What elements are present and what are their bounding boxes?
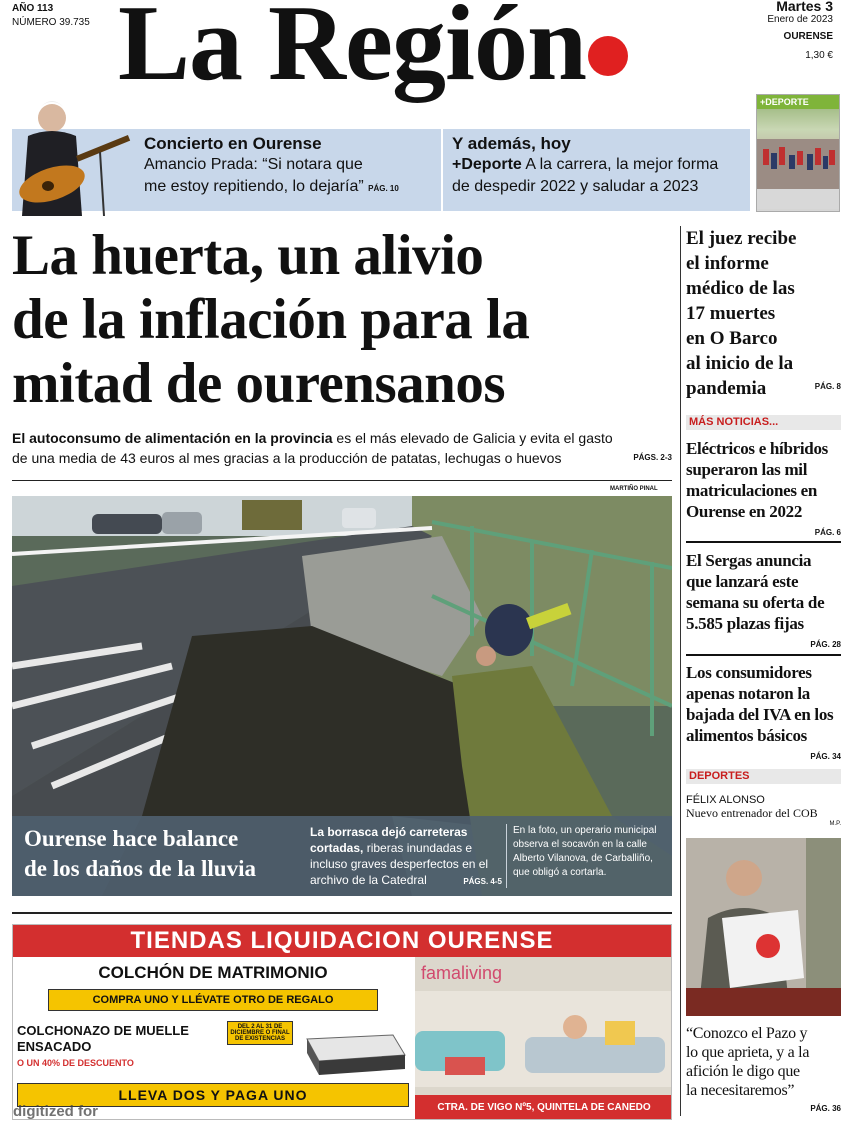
newspaper-logo[interactable]: La Región [118,0,587,103]
photo-story-title-2: de los daños de la lluvia [24,856,256,881]
n2-line-4: 5.585 plazas fijas [686,614,804,633]
photo-story-middle-rest: riberas inundadas e incluso graves desperfectos en el archivo de la Catedral [310,841,489,887]
quote-line-2: lo que aprieta, y a la [686,1044,810,1061]
n1-page: PÁG. 6 [814,528,841,537]
masthead-meta-right [767,0,833,62]
news-item-1[interactable] [686,438,841,537]
n3-line-1: Los consumidores [686,663,812,682]
photo-story-page: PÁGS. 4-5 [463,877,502,886]
n2-line-3: semana su oferta de [686,593,825,612]
quote-line-4: la necesitaremos” [686,1082,795,1099]
singer-guitar-image[interactable] [0,92,140,216]
coach-photo[interactable] [686,838,841,1016]
sport-role: Nuevo entrenador del COB [686,806,818,820]
section-more-news: MÁS NOTICIAS... [686,415,841,430]
deporte-supplement-thumbnail[interactable] [756,94,840,212]
ad-banner: TIENDAS LIQUIDACION OURENSE [13,925,671,957]
promo-divider [441,129,443,211]
news-rule-1 [686,541,841,543]
photo-credit: MARTIÑO PINAL [610,486,658,492]
mattress-advertisement[interactable] [12,924,672,1120]
photo-caption-bar [12,816,672,896]
n2-page: PÁG. 28 [810,640,841,649]
lead-line-4: 17 muertes [686,303,776,324]
n2-line-2: que lanzará este [686,572,799,591]
photo-story-summary [310,824,502,888]
photo-caption-text: En la foto, un operario municipal observa el socavón en la calle Alberto Vilanova, de Carballiño, que obligó a cortarla. [513,825,657,878]
promo-right-text-1: A la carrera, la mejor forma [525,156,719,173]
news-item-2[interactable] [686,550,841,649]
mattress-image [297,1029,407,1079]
promo-left-title: Concierto en Ourense [144,134,322,153]
deck-rest-2: de una media de 43 euros al mes gracias a la producción de patatas, lechugas o huevos [12,450,562,466]
n3-line-2: apenas notaron la [686,684,811,703]
photo-story-title[interactable] [24,824,256,884]
main-headline[interactable] [12,224,672,416]
lead-line-3: médico de las [686,278,795,299]
column-divider [680,226,681,1116]
ad-separator [12,912,672,914]
sport-credit: M.P. [829,821,841,827]
ad-offer: COMPRA UNO Y LLÉVATE OTRO DE REGALO [48,989,378,1011]
deck-bold: El autoconsumo de alimentación en la provincia [12,430,333,446]
promo-left[interactable] [144,134,440,200]
sofa-image [415,991,672,1087]
sports-item[interactable] [686,794,841,827]
photo-story-middle-bold: La borrasca dejó carreteras cortadas, [310,825,468,855]
ad-watermark: digitized for [13,1103,98,1120]
main-headline-line-1: La huerta, un alivio [12,224,484,287]
photo-story-title-1: Ourense hace balance [24,826,239,851]
issue-day: Martes 3 [776,0,833,14]
n1-line-2: superaron las mil [686,460,808,479]
lead-line-1: El juez recibe [686,228,797,249]
promo-right-text-2: de despedir 2022 y saludar a 2023 [452,178,699,195]
issue-number: NÚMERO 39.735 [12,17,90,28]
ad-date-box: DEL 2 AL 31 DE DICIEMBRE O FINAL DE EXISTENCIAS [227,1021,293,1045]
n1-line-1: Eléctricos e híbridos [686,439,828,458]
lead-line-6: al inicio de la [686,353,794,374]
news-item-3[interactable] [686,662,841,761]
lead-line-2: el informe [686,253,769,274]
lead-line-5: en O Barco [686,328,778,349]
promo-left-text-1: Amancio Prada: “Si notara que [144,156,363,173]
edition-name: OURENSE [783,31,833,42]
quote-line-1: “Conozco el Pazo y [686,1025,808,1042]
ad-product [17,1023,189,1071]
deck-page: PÁGS. 2-3 [633,453,672,462]
logo-red-dot [588,36,628,76]
sports-quote[interactable] [686,1024,841,1113]
sport-name: FÉLIX ALONSO [686,794,765,806]
main-headline-line-3: mitad de ourensanos [12,352,506,415]
promo-left-text-2: me estoy repitiendo, lo dejaría” [144,178,364,195]
issue-date: Enero de 2023 [767,14,833,25]
deck-rest-1: es el más elevado de Galicia y evita el gasto [332,430,613,446]
ad-address: CTRA. DE VIGO Nº5, QUINTELA DE CANEDO [415,1095,672,1120]
lead-story[interactable] [686,226,841,401]
lead-line-7: pandemia [686,378,767,399]
ad-product-2: ENSACADO [17,1039,92,1054]
quote-line-3: afición le digo que [686,1063,800,1080]
masthead-meta-left [12,2,90,30]
promo-right-title: Y además, hoy [452,134,571,153]
n1-line-4: Ourense en 2022 [686,502,803,521]
promo-left-page: PÁG. 10 [368,184,399,193]
section-sports: DEPORTES [686,769,841,784]
main-deck [12,428,672,468]
thumb-label: +DEPORTE [757,95,839,109]
news-rule-2 [686,654,841,656]
lead-page: PÁG. 8 [814,382,841,391]
n3-line-4: alimentos básicos [686,726,807,745]
promo-right[interactable] [452,134,748,198]
n3-line-3: bajada del IVA en los [686,705,834,724]
n3-page: PÁG. 34 [810,752,841,761]
headline-rule [12,480,672,481]
caption-divider [506,824,507,888]
ad-promo-2: LLEVA DOS Y PAGA UNO [17,1083,409,1107]
n2-line-1: El Sergas anuncia [686,551,812,570]
issue-price: 1,30 € [805,50,833,61]
ad-title: COLCHÓN DE MATRIMONIO [98,963,328,982]
ad-product-1: COLCHONAZO DE MUELLE [17,1023,189,1038]
ad-discount: O UN 40% DE DESCUENTO [17,1058,134,1068]
main-headline-line-2: de la inflación para la [12,288,530,351]
year-label: AÑO 113 [12,3,54,14]
runners-image [757,109,840,209]
famaliving-brand: famaliving [421,963,503,983]
promo-right-label: +Deporte [452,156,522,173]
famaliving-logo [421,963,502,984]
quote-page: PÁG. 36 [810,1104,841,1113]
n1-line-3: matriculaciones en [686,481,818,500]
